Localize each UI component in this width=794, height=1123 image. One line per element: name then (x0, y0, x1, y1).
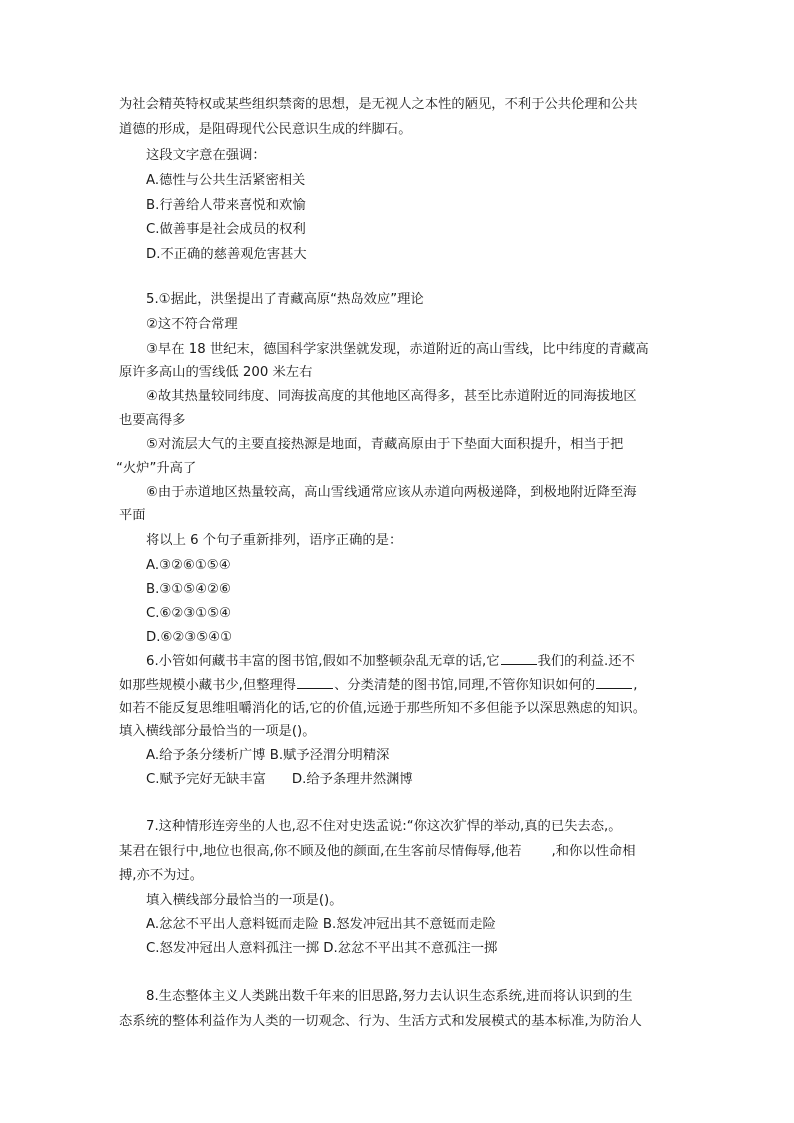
option-d: D.⑥②③⑤④① (146, 630, 232, 645)
q8-line-2: 态系统的整体利益作为人类的一切观念、行为、生活方式和发展模式的基本标准,为防治人 (119, 1014, 642, 1029)
q5-sentence-4-cont: 也要高得多 (119, 413, 186, 428)
q5-sentence-2: ②这不符合常理 (146, 317, 238, 332)
answer-blank (501, 651, 537, 665)
q5-sentence-6: ⑥由于赤道地区热量较高，高山雪线通常应该从赤道向两极递降，到极地附近降至海 (146, 485, 637, 500)
q7-line-4: 填入横线部分最恰当的一项是()。 (146, 893, 343, 908)
q5-sentence-3: ③早在 18 世纪末，德国科学家洪堡就发现，赤道附近的高山雪线，比中纬度的青藏高 (146, 342, 649, 357)
q6-line-3: 如若不能反复思维咀嚼消化的话,它的价值,远逊于那些所知不多但能予以深思熟虑的知识。 (119, 701, 647, 716)
q5-sentence-6-cont: 平面 (119, 508, 146, 523)
option-d: D.不正确的慈善观危害甚大 (146, 247, 307, 262)
q6-line-4: 填入横线部分最恰当的一项是()。 (119, 724, 316, 739)
q6-options-cd: C.赋予完好无缺丰富 D.给予条理井然渊博 (146, 772, 413, 787)
question-prompt: 这段文字意在强调： (146, 148, 266, 163)
paragraph-line: 道德的形成，是阻碍现代公民意识生成的绊脚石。 (119, 122, 412, 137)
q5-sentence-1: 5.①据此，洪堡提出了青藏高原“热岛效应”理论 (146, 292, 424, 307)
q7-line-3: 搏,亦不为过。 (119, 868, 204, 883)
q5-sentence-3-cont: 原许多高山的雪线低 200 米左右 (119, 365, 313, 380)
q6-line-2: 如那些规模小藏书少,但整理得 、分类清楚的图书馆,同理,不管你知识如何的 , (119, 675, 694, 695)
q7-options-cd: C.怒发冲冠出人意料孤注一掷 D.忿忿不平出其不意孤注一掷 (146, 941, 498, 956)
q8-line-1: 8.生态整体主义人类跳出数千年来的旧思路,努力去认识生态系统,进而将认识到的生 (146, 989, 633, 1004)
answer-blank (297, 675, 333, 689)
option-c: C.⑥②③①⑤④ (146, 606, 232, 621)
option-b: B.行善给人带来喜悦和欢愉 (146, 198, 306, 213)
q5-sentence-5: ⑤对流层大气的主要直接热源是地面，青藏高原由于下垫面大面积提升，相当于把 (146, 437, 624, 452)
q6-options-ab: A.给予条分缕析广博 B.赋予泾渭分明精深 (146, 748, 390, 763)
q7-line-1: 7.这种情形连旁坐的人也,忍不住对史迭孟说:“你这次犷悍的举动,真的已失去态,。 (146, 819, 622, 834)
q6-line-1: 6.小管如何藏书丰富的图书馆,假如不加整顿杂乱无章的话,它 我们的利益.还不 (146, 651, 694, 671)
q7-options-ab: A.忿忿不平出人意料铤而走险 B.怒发冲冠出其不意铤而走险 (146, 917, 496, 932)
option-a: A.德性与公共生活紧密相关 (146, 173, 306, 188)
question-prompt: 将以上 6 个句子重新排列，语序正确的是： (146, 533, 403, 548)
paragraph-line: 为社会精英特权或某些组织禁脔的思想，是无视人之本性的陋见，不利于公共伦理和公共 (119, 97, 638, 112)
option-b: B.③①⑤④②⑥ (146, 582, 231, 597)
q7-line-2: 某君在银行中,地位也很高,你不顾及他的颜面,在生客前尽情侮辱,他若 ,和你以性命相 (119, 844, 636, 859)
q5-sentence-4: ④故其热量较同纬度、同海拔高度的其他地区高得多，甚至比赤道附近的同海拔地区 (146, 389, 637, 404)
option-c: C.做善事是社会成员的权利 (146, 222, 306, 237)
q5-sentence-5-cont: “火炉”升高了 (116, 461, 197, 476)
option-a: A.③②⑥①⑤④ (146, 558, 231, 573)
answer-blank (596, 675, 632, 689)
